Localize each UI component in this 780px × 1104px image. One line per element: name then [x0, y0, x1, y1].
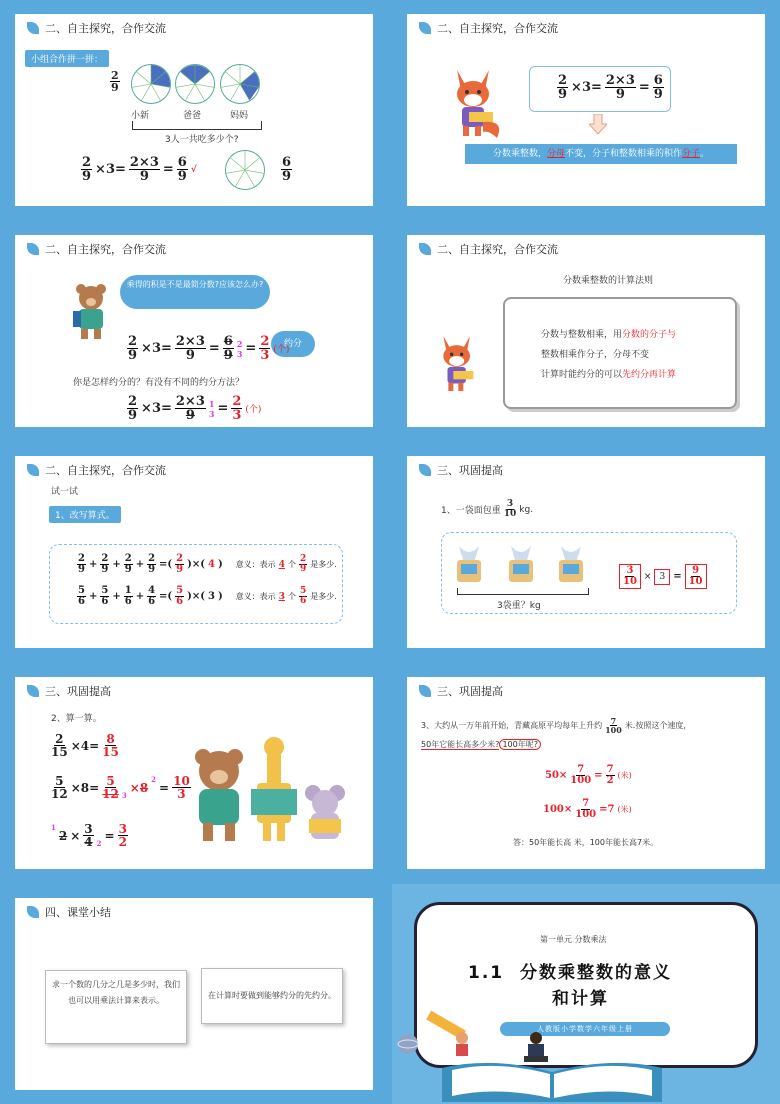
yuefen-cloud: 约分 — [271, 331, 315, 357]
slide-1[interactable] — [0, 0, 388, 220]
leaf-icon — [419, 22, 431, 34]
pie-mama — [220, 64, 260, 104]
slide-card — [15, 235, 373, 427]
slide-9[interactable] — [0, 884, 388, 1104]
rewrite-row-1: $\frac{2}{9}$ + $\frac{2}{9}$ + $\frac{2}{9}$ + $\frac{2}{9}$ =( $\frac{2}{9}$ )×( 4 ) 意义：表示 4 个 $\frac{2}{9}$ 是多少. — [78, 553, 337, 575]
calc-2: $\frac{5}{12}$ ×8= $\frac{5}{12}$ 3 ×8 2 = $\frac{10}{3}$ — [51, 774, 190, 801]
pie-result — [225, 150, 265, 190]
animal-friends-illustration — [185, 737, 355, 847]
rule-line-2: 整数相乘作分子，分母不变 — [541, 350, 650, 360]
reduce-equation-2: $\frac{2}{9}$ ×3= $\frac{2\times 3}{9}$ 1 3 = $\frac{2}{3}$ (个) — [128, 394, 262, 423]
bag-label: 3袋重？kg — [497, 601, 541, 611]
bread-bag-icon — [557, 544, 585, 584]
reading-kid-illustration — [520, 1030, 554, 1064]
slide-5[interactable] — [0, 442, 388, 662]
name-3: 妈妈 — [230, 111, 249, 121]
slide-card — [15, 898, 373, 1090]
slide-header — [419, 683, 503, 699]
header-text: 四、课堂小结 — [45, 906, 111, 919]
slide-header — [27, 241, 166, 257]
title-line-1: 1.1 分数乘整数的意义 — [468, 963, 672, 983]
calc-1: $\frac{2}{15}$ ×4= $\frac{8}{15}$ — [51, 732, 119, 759]
header-text: 二、自主探究，合作交流 — [437, 243, 558, 256]
question-text: 你是怎样约分的？有没有不同的约分方法？ — [73, 378, 245, 388]
rule-line-1: 分数与整数相乘，用分数的分子与 — [541, 330, 677, 340]
slide-card — [407, 677, 765, 869]
summary-note-2: 在计算时要做到能够约分的先约分。 — [201, 968, 343, 1024]
subtitle-pill: 人教版小学数学六年级上册 — [500, 1022, 670, 1036]
try-label: 试一试 — [51, 487, 79, 497]
pencil-kid-illustration — [422, 1008, 482, 1058]
formula: $\frac{2}{9}$ ×3= $\frac{2\times 3}{9}$ = $\frac{6}{9}$ — [558, 73, 663, 102]
rule-title: 分数乘整数的计算法则 — [563, 276, 654, 286]
task-pill: 1、改写算式。 — [49, 506, 121, 523]
header-text: 二、自主探究，合作交流 — [45, 464, 166, 477]
header-text: 三、巩固提高 — [437, 685, 503, 698]
slide-header — [27, 683, 111, 699]
answer-text: 答：50年能长高 米，100年能长高7米。 — [513, 838, 659, 847]
leaf-icon — [27, 243, 39, 255]
fox-illustration — [435, 321, 485, 401]
bag-bracket — [457, 588, 589, 595]
question-text: 1、一袋面包重 $\frac{3}{10}$ kg. — [441, 499, 534, 519]
leaf-icon — [419, 464, 431, 476]
rule-line-3: 计算时能约分的可以先约分再计算 — [541, 370, 677, 380]
header-text: 三、巩固提高 — [45, 685, 111, 698]
slide-header — [27, 20, 166, 36]
question-text: 3、大约从一万年前开始，青藏高原平均每年上升约 $\frac{7}{100}$ 米.按照这个速度， — [421, 716, 692, 735]
answer-50: 50× $\frac{7}{100}$ = $\frac{7}{2}$ (米) — [545, 764, 632, 786]
name-1: 小新 — [131, 111, 150, 121]
pie-xiaoxin — [131, 64, 171, 104]
reduce-equation-1: $\frac{2}{9}$ ×3= $\frac{2\times 3}{9}$ = $\frac{6}{9}$ 2 3 = $\frac{2}{3}$ (个) — [128, 334, 290, 363]
slide-card — [15, 14, 373, 206]
rule-banner: 分数乘整数，分母不变，分子和整数相乘的积作分子。 — [465, 144, 737, 164]
slide-header — [27, 904, 111, 920]
bread-equation: $\frac{3}{10}$ × 3 = $\frac{9}{10}$ — [619, 564, 707, 589]
down-arrow-icon — [589, 114, 607, 134]
question-text: 3人一共吃多少个? — [165, 135, 239, 145]
question-text: 2、算一算。 — [51, 714, 102, 724]
slide-7[interactable] — [0, 663, 388, 883]
header-text: 二、自主探究，合作交流 — [45, 22, 166, 35]
slide-2[interactable] — [392, 0, 780, 220]
header-text: 二、自主探究，合作交流 — [45, 243, 166, 256]
slide-6[interactable] — [392, 442, 780, 662]
slide-8[interactable] — [392, 663, 780, 883]
slide-10[interactable] — [392, 884, 780, 1104]
slide-4[interactable] — [392, 221, 780, 441]
title-line-2: 和计算 — [552, 989, 609, 1009]
leaf-icon — [419, 685, 431, 697]
slide-header — [419, 20, 558, 36]
slide-card — [407, 235, 765, 427]
activity-pill: 小组合作拼一拼： — [25, 50, 109, 67]
bear-illustration — [71, 281, 111, 341]
slide-header — [419, 462, 503, 478]
bread-bag-icon — [455, 544, 483, 584]
equation: $\frac{2}{9}$ ×3= $\frac{2\times 3}{9}$ = $\frac{6}{9}$ √ — [82, 155, 197, 184]
globe-icon — [396, 1032, 420, 1056]
leaf-icon — [27, 22, 39, 34]
slide-card — [407, 456, 765, 648]
answer-100: 100× $\frac{7}{100}$ =7 (米) — [543, 798, 632, 820]
unit-label: 第一单元 分数乘法 — [540, 935, 607, 944]
slide-card — [15, 677, 373, 869]
header-text: 二、自主探究，合作交流 — [437, 22, 558, 35]
leaf-icon — [27, 464, 39, 476]
slide-3[interactable] — [0, 221, 388, 441]
summary-note-1: 求一个数的几分之几是多少时，我们也可以用乘法计算来表示。 — [45, 970, 187, 1044]
slide-card — [407, 14, 765, 206]
name-2: 爸爸 — [183, 111, 202, 121]
result-fraction: $\frac{6}{9}$ — [282, 155, 292, 184]
question-text-2: 50年它能长高多少米? 100年呢? — [421, 739, 541, 750]
leaf-icon — [27, 685, 39, 697]
fox-illustration — [447, 60, 507, 140]
slide-header — [419, 241, 558, 257]
leaf-icon — [27, 906, 39, 918]
header-text: 三、巩固提高 — [437, 464, 503, 477]
leaf-icon — [419, 243, 431, 255]
calc-3: 1 2 × $\frac{3}{4}$ 2 = $\frac{3}{2}$ — [51, 822, 127, 849]
speech-bubble: 乘得的积是不是最简分数?应该怎么办? — [120, 275, 270, 309]
slide-card — [15, 456, 373, 648]
pie-baba — [175, 64, 215, 104]
pie-fraction: $\frac{2}{9}$ — [111, 69, 119, 94]
rewrite-row-2: $\frac{5}{6}$ + $\frac{5}{6}$ + $\frac{1}{6}$ + $\frac{4}{6}$ =( $\frac{5}{6}$ )×( 3 ) 意义：表示 3 个 $\frac{5}{6}$ 是多少. — [78, 585, 337, 607]
bracket — [132, 121, 262, 130]
bread-bag-icon — [507, 544, 535, 584]
slide-header — [27, 462, 166, 478]
